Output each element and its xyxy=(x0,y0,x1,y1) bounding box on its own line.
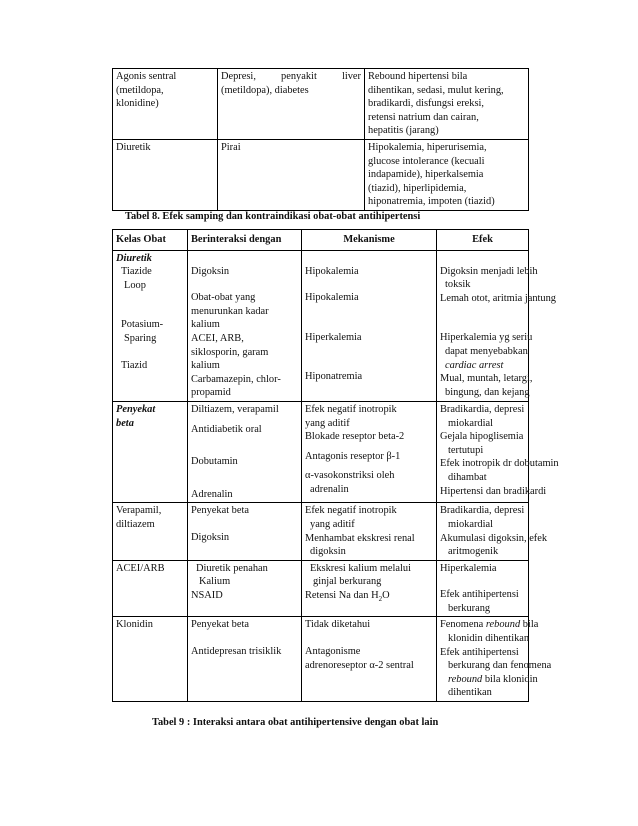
column-header: Efek xyxy=(437,230,529,251)
interacting-drug-cell: Penyekat beta Digoksin xyxy=(188,503,302,560)
contraindication-cell: Pirai xyxy=(218,139,365,210)
drug-class-cell: ACEI/ARB xyxy=(113,560,188,617)
table-header-row xyxy=(113,230,529,251)
table-row xyxy=(113,401,529,502)
column-header: Kelas Obat xyxy=(113,230,188,251)
table-row xyxy=(113,503,529,560)
side-effect-cell: Hipokalemia, hiperurisemia, glucose intolerance (kecuali indapamide), hiperkalsemia (tiazid), hiperlipidemia, hiponatremia, impoten (tiazid) xyxy=(365,139,529,210)
table-8-caption: Tabel 8. Efek samping dan kontraindikasi obat-obat antihipertensi xyxy=(125,211,421,222)
drug-class-cell: Diuretik xyxy=(113,139,218,210)
table-row xyxy=(113,617,529,702)
column-header: Mekanisme xyxy=(302,230,437,251)
column-header: Berinteraksi dengan xyxy=(188,230,302,251)
effect-cell: Bradikardia, depresi miokardial Akumulasi digoksin, efek aritmogenik xyxy=(437,503,529,560)
mechanism-cell: Efek negatif inotropik yang aditif Blokade reseptor beta-2 Antagonis reseptor β-1 α-vasokonstriksi oleh adrenalin xyxy=(302,401,437,502)
table-row xyxy=(113,250,529,401)
drug-class-cell: Diuretik Tiazide Loop Potasium- Sparing Tiazid xyxy=(113,250,188,401)
interacting-drug-cell: Penyekat beta Antidepresan trisiklik xyxy=(188,617,302,702)
interacting-drug-cell: Diuretik penahan Kalium NSAID xyxy=(188,560,302,617)
table-row xyxy=(113,560,529,617)
mechanism-cell: Efek negatif inotropik yang aditif Menhambat ekskresi renal digoksin xyxy=(302,503,437,560)
mechanism-cell: Hipokalemia Hipokalemia Hiperkalemia Hiponatremia xyxy=(302,250,437,401)
table-row xyxy=(113,69,529,140)
drug-class-cell: Verapamil, diltiazem xyxy=(113,503,188,560)
effect-cell: Fenomena rebound bila klonidin dihentikan Efek antihipertensi berkurang dan fenomena rebound bila klonidin dihentikan xyxy=(437,617,529,702)
interacting-drug-cell: Diltiazem, verapamil Antidiabetik oral Dobutamin Adrenalin xyxy=(188,401,302,502)
side-effects-table xyxy=(112,68,529,211)
effect-cell: Hiperkalemia Efek antihipertensi berkurang xyxy=(437,560,529,617)
side-effect-cell: Rebound hipertensi bila dihentikan, sedasi, mulut kering, bradikardi, disfungsi ereksi, retensi natrium dan cairan, hepatitis (jarang) xyxy=(365,69,529,140)
mechanism-cell: Tidak diketahui Antagonisme adrenoreseptor α-2 sentral xyxy=(302,617,437,702)
drug-class-cell: Klonidin xyxy=(113,617,188,702)
drug-class-cell: Agonis sentral (metildopa, klonidine) xyxy=(113,69,218,140)
contraindication-cell: Depresi, penyakit liver (metildopa), diabetes xyxy=(218,69,365,140)
table-row xyxy=(113,139,529,210)
drug-interaction-table xyxy=(112,229,559,702)
mechanism-cell: Ekskresi kalium melalui ginjal berkurang Retensi Na dan $H_2O$ xyxy=(302,560,437,617)
effect-cell: Digoksin menjadi lebih toksik Lemah otot, aritmia jantung Hiperkalemia yg seriu dapat menyebabkan cardiac arrest Mual, muntah, letargi, bingung, dan kejang xyxy=(437,250,529,401)
drug-class-cell: Penyekat beta xyxy=(113,401,188,502)
interacting-drug-cell: Digoksin Obat-obat yang menurunkan kadar kalium ACEI, ARB, siklosporin, garam kalium Carbamazepin, chlor- propamid xyxy=(188,250,302,401)
table-9-caption: Tabel 9 : Interaksi antara obat antihipertensive dengan obat lain xyxy=(152,717,439,728)
effect-cell: Bradikardia, depresi miokardial Gejala hipoglisemia tertutupi Efek inotropik dr dobutamin dihambat Hipertensi dan bradikardi xyxy=(437,401,529,502)
